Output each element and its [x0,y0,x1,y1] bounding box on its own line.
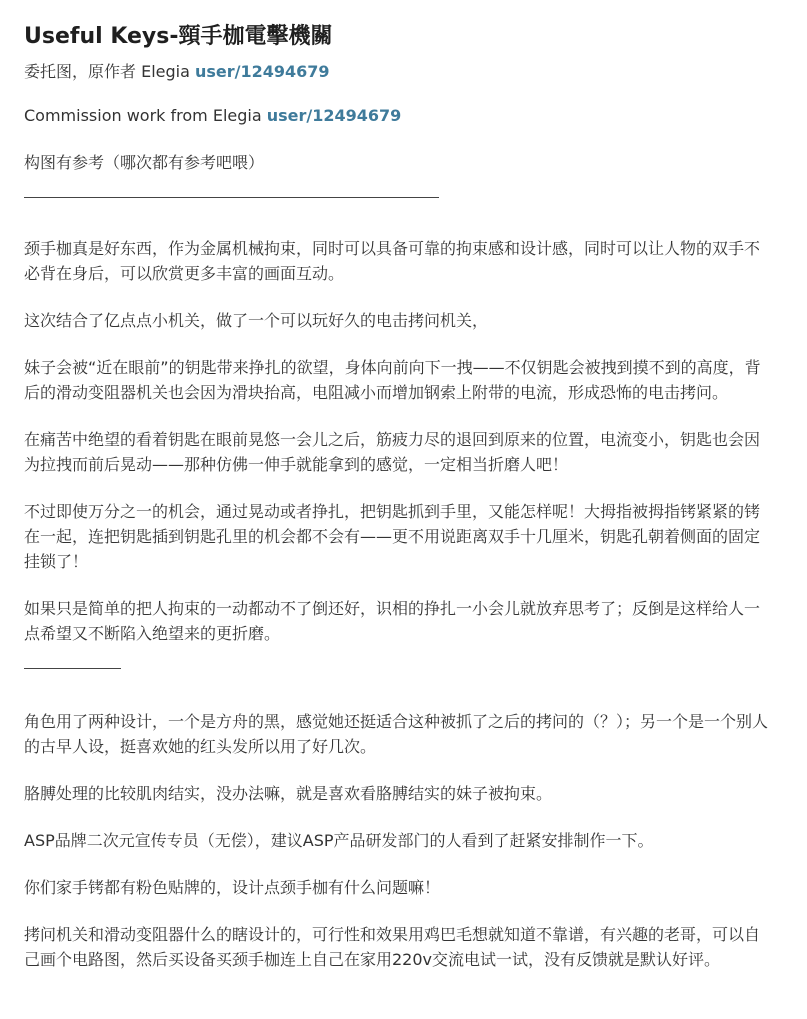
author-link-cn[interactable]: user/12494679 [194,62,330,81]
body-paragraph-10: 你们家手铐都有粉色贴牌的，设计点颈手枷有什么问题嘛！ [24,878,441,897]
body-paragraph-7: 角色用了两种设计，一个是方舟的黑，感觉她还挺适合这种被抓了之后的拷问的（？）；另一个是一个别人的古早人设，挺喜欢她的红头发所以用了好几次。 [24,712,769,756]
reference-note: 构图有参考（哪次都有参考吧喂） [24,153,265,172]
credit-en-text: Commission work from Elegia [24,106,267,125]
divider-short [24,668,121,669]
body-paragraph-11: 拷问机关和滑动变阻器什么的瞎设计的，可行性和效果用鸡巴毛想就知道不靠谱，有兴趣的老哥，可以自己画个电路图，然后买设备买颈手枷连上自己在家用220v交流电试一试，没有反馈就是默认好评。 [24,925,761,969]
post-body [24,59,769,972]
body-paragraph-9: ASP品牌二次元宣传专员（无偿），建议ASP产品研发部门的人看到了赶紧安排制作一下。 [24,831,654,850]
credit-cn [24,59,769,84]
body-paragraph-3: 妹子会被“近在眼前”的钥匙带来挣扎的欲望，身体向前向下一拽——不仅钥匙会被拽到摸不到的高度，背后的滑动变阻器机关也会因为滑块抬高，电阻减小而增加钢索上附带的电流，形成恐怖的电击拷问。 [24,358,761,402]
body-paragraph-8: 胳膊处理的比较肌肉结实，没办法嘛，就是喜欢看胳膊结实的妹子被拘束。 [24,784,553,803]
body-paragraph-2: 这次结合了亿点点小机关，做了一个可以玩好久的电击拷问机关， [24,311,489,330]
body-paragraph-6: 如果只是简单的把人拘束的一动都动不了倒还好，识相的挣扎一小会儿就放弃思考了；反倒是这样给人一点希望又不断陷入绝望来的更折磨。 [24,599,761,643]
divider-long [24,197,439,198]
body-paragraph-4: 在痛苦中绝望的看着钥匙在眼前晃悠一会儿之后，筋疲力尽的退回到原来的位置，电流变小，钥匙也会因为拉拽而前后晃动——那种仿佛一伸手就能拿到的感觉，一定相当折磨人吧！ [24,430,761,474]
body-paragraph-5: 不过即使万分之一的机会，通过晃动或者挣扎，把钥匙抓到手里，又能怎样呢！大拇指被拇指铐紧紧的铐在一起，连把钥匙插到钥匙孔里的机会都不会有——更不用说距离双手十几厘米，钥匙孔朝着侧面的固定挂锁了！ [24,502,761,571]
post-title: Useful Keys-頸手枷電擊機關 [24,24,333,49]
body-paragraph-1: 颈手枷真是好东西，作为金属机械拘束，同时可以具备可靠的拘束感和设计感，同时可以让人物的双手不必背在身后，可以欣赏更多丰富的画面互动。 [24,239,761,283]
credit-en [24,103,769,128]
credit-cn-text: 委托图，原作者 Elegia [24,62,195,81]
author-link-en[interactable]: user/12494679 [266,106,402,125]
